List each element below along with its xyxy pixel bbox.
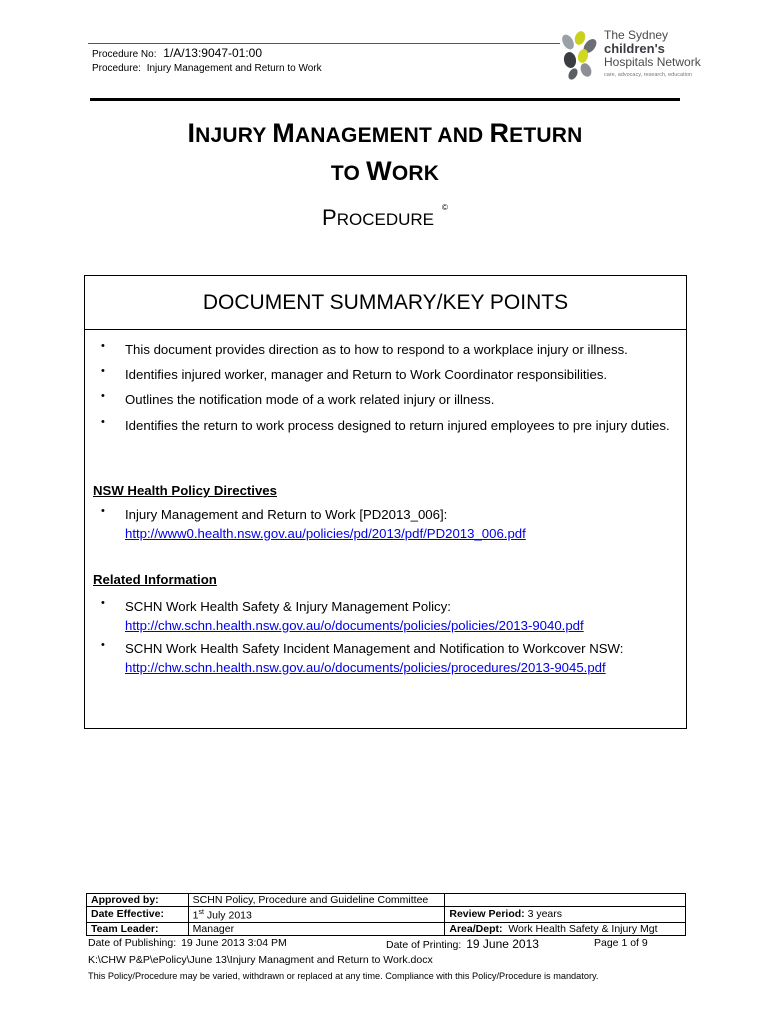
table-row xyxy=(87,922,686,935)
related-information-heading: Related Information xyxy=(93,572,217,587)
title-cap: W xyxy=(366,156,392,186)
related-item-text xyxy=(125,597,673,635)
policy-link[interactable]: http://www0.health.nsw.gov.au/policies/pd/2013/pdf/PD2013_006.pdf xyxy=(125,526,526,541)
related-item-text xyxy=(125,639,673,677)
file-path: K:\CHW P&P\ePolicy\June 13\Injury Managment and Return to Work.docx xyxy=(88,954,433,966)
procedure-number-value: 1/A/13:9047-01:00 xyxy=(163,46,263,60)
leaf-shape xyxy=(573,30,587,47)
bullet-icon: • xyxy=(101,365,105,377)
procedure-number xyxy=(92,46,262,60)
date-effective-value xyxy=(188,907,445,923)
header-rule xyxy=(88,43,560,44)
date-publishing-label: Date of Publishing: xyxy=(88,937,177,949)
disclaimer: This Policy/Procedure may be varied, withdrawn or replaced at any time. Compliance with this Policy/Procedure is mandatory. xyxy=(88,971,599,981)
date-effective-label: Date Effective: xyxy=(87,907,189,923)
table-row xyxy=(87,894,686,907)
title-rest: NJURY xyxy=(195,124,273,147)
document-title-line2 xyxy=(0,156,770,187)
summary-box xyxy=(84,275,687,729)
bullet-icon: • xyxy=(101,390,105,402)
key-point-text: This document provides direction as to how to respond to a workplace injury or illness. xyxy=(125,342,628,357)
area-dept-value: Work Health Safety & Injury Mgt xyxy=(508,922,658,935)
date-of-printing xyxy=(386,937,539,951)
date-printing-value: 19 June 2013 xyxy=(466,937,539,951)
title-rest: ORK xyxy=(391,162,440,185)
area-dept-cell xyxy=(445,922,686,935)
related-item-label: SCHN Work Health Safety & Injury Management Policy: xyxy=(125,599,451,614)
empty-cell xyxy=(445,894,686,907)
logo-line1: The Sydney xyxy=(604,28,669,42)
leaf-shape xyxy=(563,51,578,69)
leaf-shape xyxy=(560,33,577,52)
policy-item-text xyxy=(125,505,673,543)
summary-heading: DOCUMENT SUMMARY/KEY POINTS xyxy=(85,276,686,330)
procedure-name xyxy=(92,63,322,74)
document-type xyxy=(0,205,770,231)
related-item-label: SCHN Work Health Safety Incident Management and Notification to Workcover NSW: xyxy=(125,641,624,656)
review-period-label: Review Period: xyxy=(449,908,525,921)
title-rest: ETURN xyxy=(509,124,583,147)
procedure-name-label: Procedure: xyxy=(92,63,141,74)
leaf-shape xyxy=(579,62,594,79)
title-cap: R xyxy=(489,118,510,148)
team-leader-label: Team Leader: xyxy=(87,922,189,935)
bullet-icon: • xyxy=(101,505,105,517)
bullet-icon: • xyxy=(101,597,105,609)
leaf-shape xyxy=(567,67,580,81)
table-row xyxy=(87,907,686,923)
related-link[interactable]: http://chw.schn.health.nsw.gov.au/o/documents/policies/procedures/2013-9045.pdf xyxy=(125,660,606,675)
copyright-mark: © xyxy=(442,203,448,212)
bullet-icon: • xyxy=(101,416,105,428)
review-period-value: 3 years xyxy=(527,908,563,921)
policy-directives-heading: NSW Health Policy Directives xyxy=(93,483,277,498)
page-number: Page 1 of 9 xyxy=(594,937,648,949)
logo-line3: Hospitals Network xyxy=(604,55,701,69)
date-of-publishing xyxy=(88,937,287,949)
document-title-line1 xyxy=(0,118,770,149)
team-leader-value: Manager xyxy=(188,922,445,935)
title-rest: ANAGEMENT AND xyxy=(294,124,490,147)
approved-by-label: Approved by: xyxy=(87,894,189,907)
schn-logo xyxy=(556,28,706,84)
date-effective-suffix: st xyxy=(198,909,204,916)
review-period-cell xyxy=(445,907,686,923)
related-link[interactable]: http://chw.schn.health.nsw.gov.au/o/documents/policies/policies/2013-9040.pdf xyxy=(125,618,584,633)
title-rest: TO xyxy=(330,162,367,185)
header-thick-rule xyxy=(90,98,680,101)
date-publishing-value: 19 June 2013 3:04 PM xyxy=(181,937,287,949)
bullet-icon: • xyxy=(101,639,105,651)
procedure-number-label: Procedure No: xyxy=(92,49,157,60)
area-dept-label: Area/Dept: xyxy=(449,922,503,935)
leaf-cluster-icon xyxy=(556,28,604,84)
approval-table xyxy=(86,893,686,936)
approved-by-value: SCHN Policy, Procedure and Guideline Committee xyxy=(188,894,445,907)
date-printing-label: Date of Printing: xyxy=(386,939,462,951)
bullet-icon: • xyxy=(101,340,105,352)
key-point-text: Identifies injured worker, manager and Return to Work Coordinator responsibilities. xyxy=(125,367,608,382)
title-cap: M xyxy=(272,118,295,148)
procedure-rest: ROCEDURE xyxy=(336,210,435,229)
key-point-text: Outlines the notification mode of a work related injury or illness. xyxy=(125,392,495,407)
procedure-name-value: Injury Management and Return to Work xyxy=(146,63,322,74)
date-effective-day: 1 xyxy=(192,909,199,922)
policy-item-label: Injury Management and Return to Work [PD2013_006]: xyxy=(125,507,448,522)
key-point-text: Identifies the return to work process designed to return injured employees to pre injury duties. xyxy=(125,418,670,433)
logo-tagline: care, advocacy, research, education xyxy=(604,72,692,78)
logo-line2: children's xyxy=(604,41,665,56)
date-effective-month: July 2013 xyxy=(203,909,252,922)
procedure-cap: P xyxy=(322,205,337,230)
title-cap: I xyxy=(187,118,196,148)
